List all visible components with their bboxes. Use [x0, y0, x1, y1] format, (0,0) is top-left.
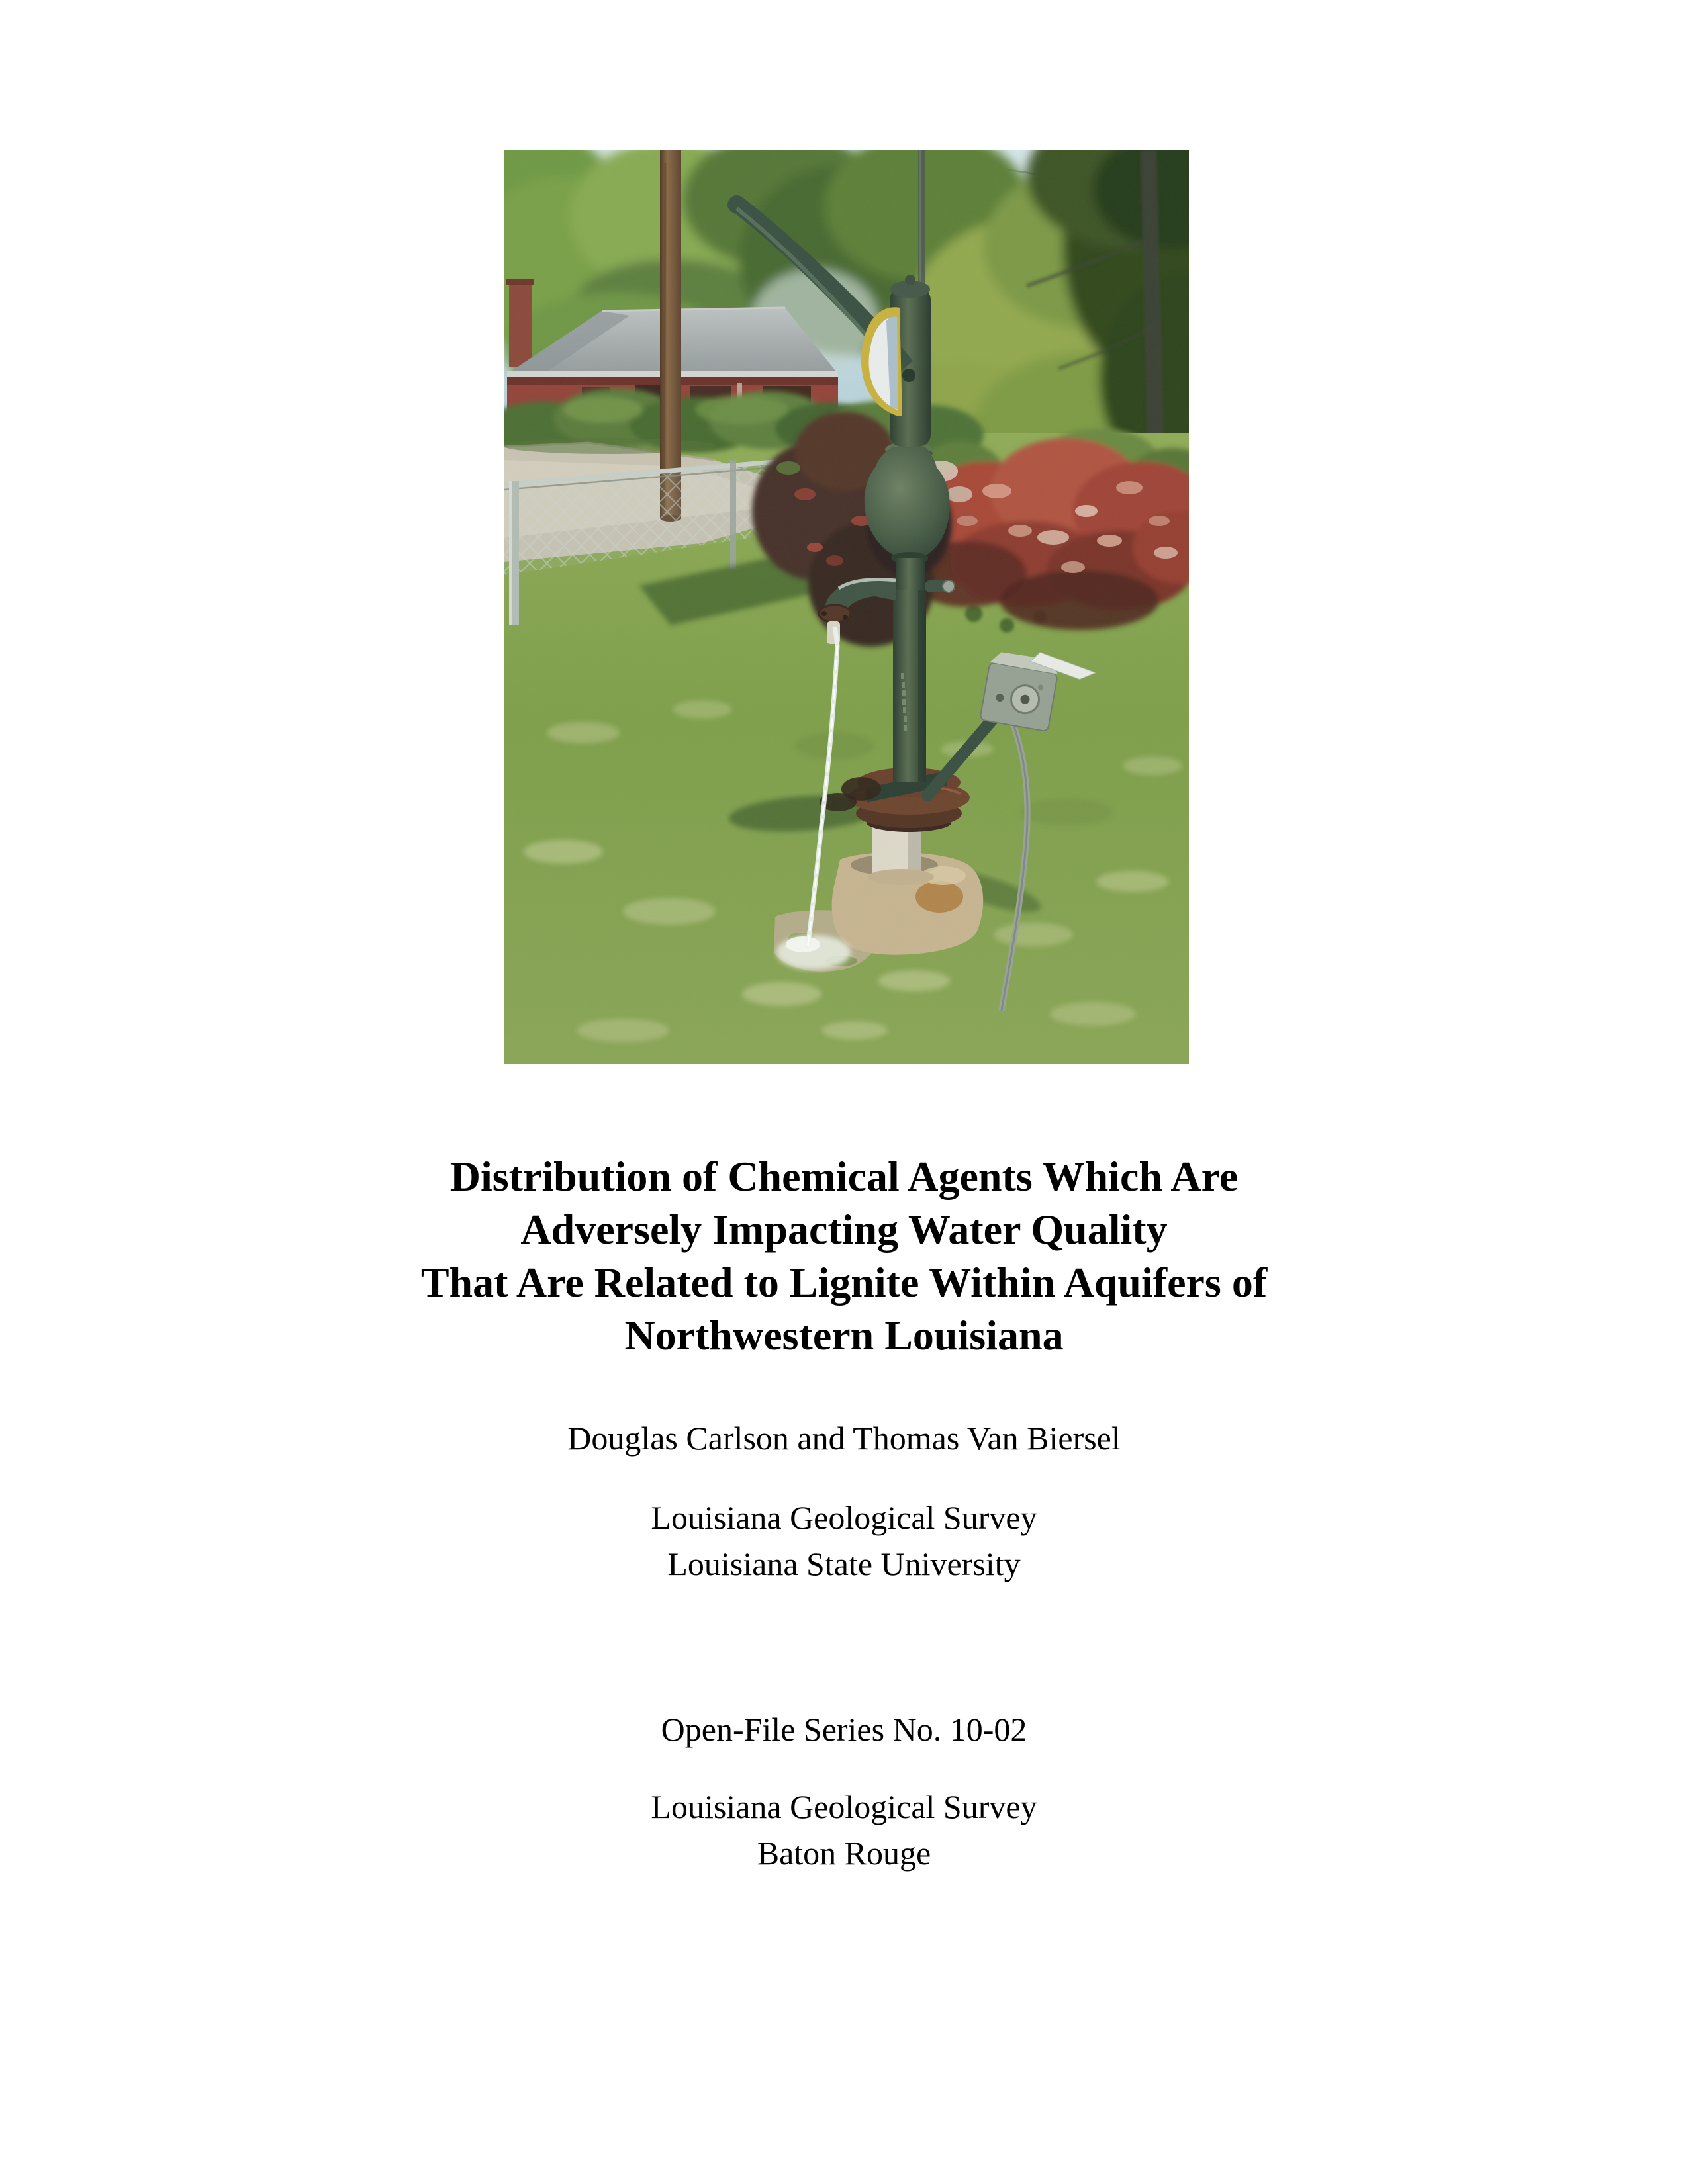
imprint-block — [0, 1784, 1688, 1876]
title-line-4: Northwestern Louisiana — [624, 1312, 1064, 1359]
cover-photo-illustration — [504, 150, 1189, 1064]
photo-grain — [504, 150, 1189, 1064]
title-line-1: Distribution of Chemical Agents Which Are — [449, 1153, 1239, 1200]
imprint-line-2: Baton Rouge — [757, 1835, 931, 1872]
title-line-2: Adversely Impacting Water Quality — [520, 1206, 1168, 1253]
affiliation-line-2: Louisiana State University — [667, 1545, 1021, 1582]
authors-line: Douglas Carlson and Thomas Van Biersel — [567, 1420, 1121, 1457]
title-line-3: That Are Related to Lignite Within Aquifers of — [420, 1259, 1268, 1306]
cover-photo — [504, 150, 1189, 1064]
affiliation-block — [0, 1494, 1688, 1587]
report-title — [0, 1150, 1688, 1362]
imprint-line-1: Louisiana Geological Survey — [651, 1788, 1037, 1825]
series-line: Open-File Series No. 10-02 — [661, 1711, 1027, 1748]
affiliation-line-1: Louisiana Geological Survey — [651, 1499, 1037, 1536]
